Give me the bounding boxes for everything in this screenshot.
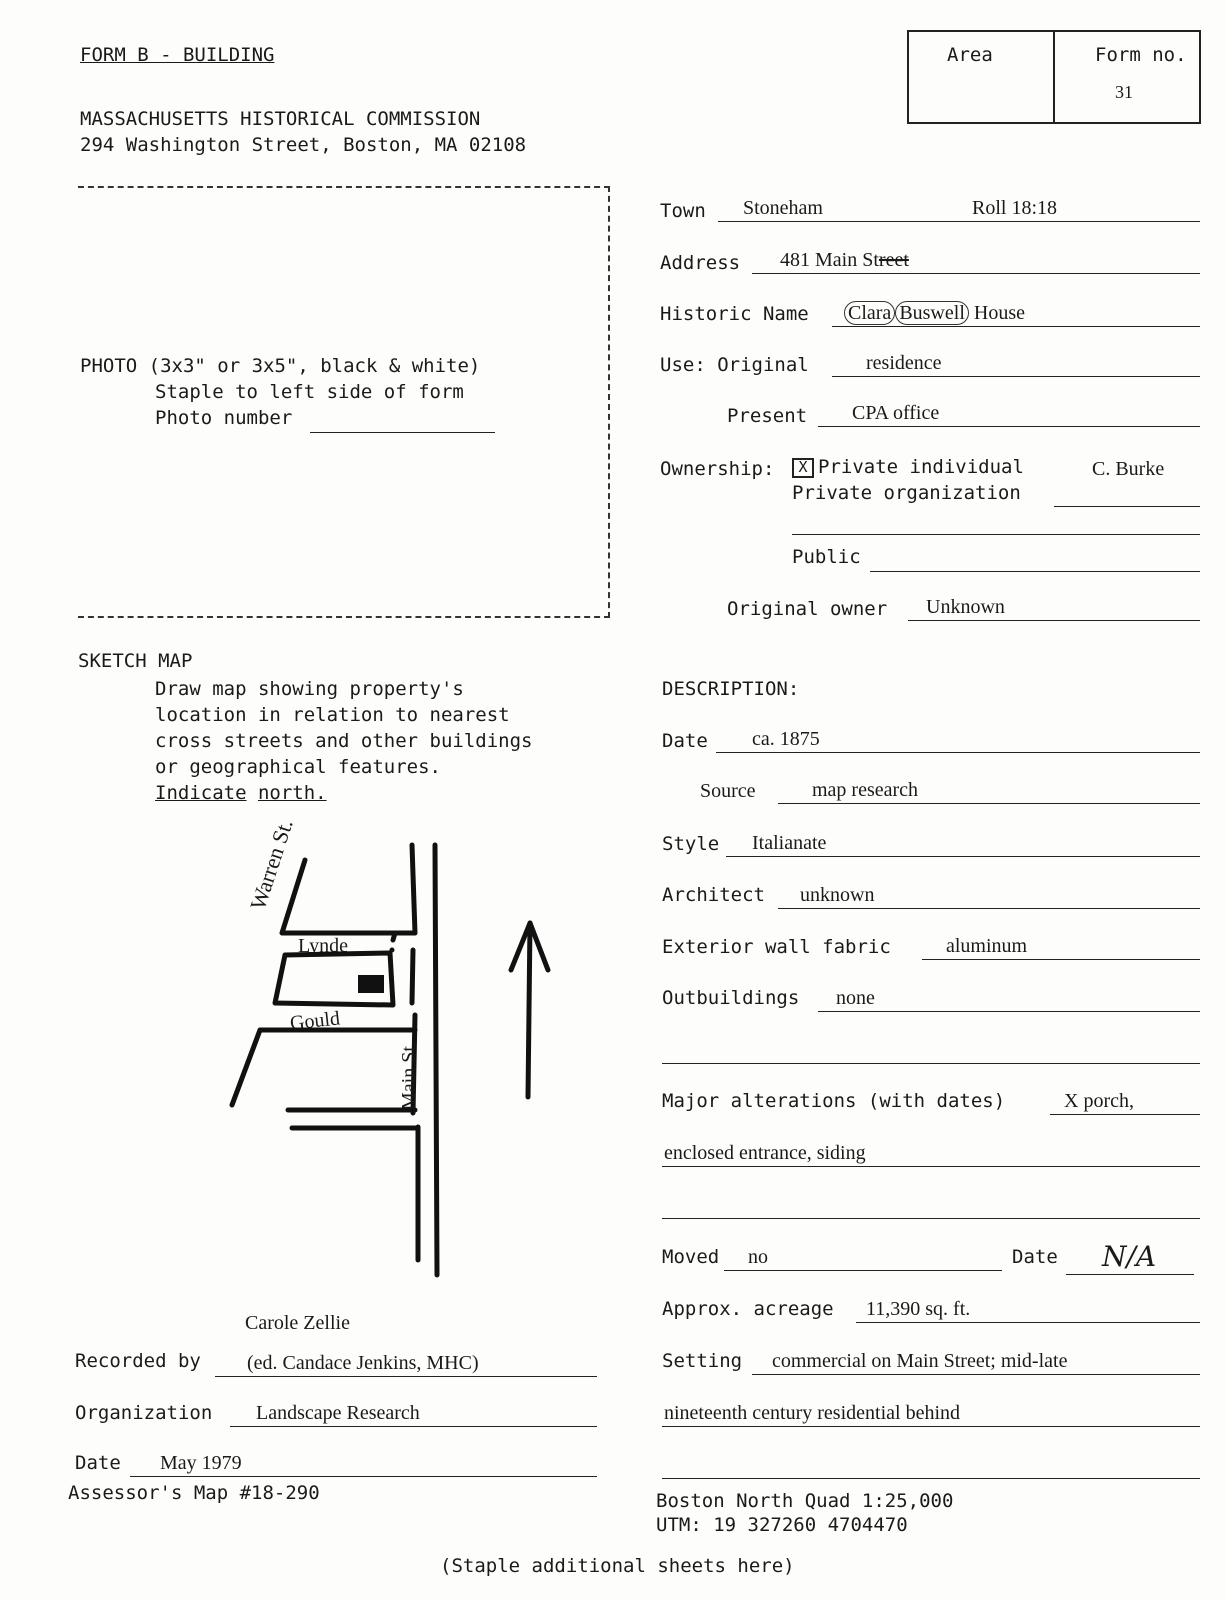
architect-line [778,882,1200,909]
assessor-map: Assessor's Map #18-290 [68,1482,320,1504]
address-struck-text: reet [878,249,909,271]
sketch-indicate-north [155,782,327,804]
property-marker [358,975,384,993]
original-owner-label: Original owner [727,598,888,620]
indicate-word: Indicate [155,782,247,804]
sketch-instruction-2: location in relation to nearest [155,704,510,726]
form-no-label: Form no. [1095,44,1187,66]
organization-label: Organization [75,1402,213,1424]
historic-name-surname: Buswell [895,301,969,325]
architect-value: unknown [800,884,875,906]
description-heading: DESCRIPTION: [662,678,800,700]
desc-date-line [716,726,1200,753]
staple-note: (Staple additional sheets here) [440,1555,795,1577]
style-value: Italianate [752,832,827,854]
outbuildings-extra-line [662,1037,1200,1064]
moved-date-label: Date [1012,1246,1058,1268]
moved-date-line [1066,1240,1194,1275]
address-label: Address [660,252,741,274]
organization-value: Landscape Research [256,1402,420,1424]
recorded-by-name: Carole Zellie [245,1312,350,1334]
setting-line-3 [662,1452,1200,1479]
alterations-value-2: enclosed entrance, siding [664,1142,866,1164]
town-line [718,195,1200,222]
form-no-value: 31 [1115,82,1133,102]
present-use-line [818,400,1200,427]
roll-value: Roll 18:18 [972,197,1058,219]
north-arrow-shaft [528,923,530,1097]
use-original-value: residence [866,352,942,374]
agency-name: MASSACHUSETTS HISTORICAL COMMISSION [80,108,481,130]
sketch-instruction-1: Draw map showing property's [155,678,464,700]
alterations-label: Major alterations (with dates) [662,1090,1006,1112]
ownership-org-label: Private organization [792,482,1021,504]
present-use-label: Present [727,405,808,427]
warren-south-edge [232,1030,260,1105]
address-line [752,247,1200,274]
ownership-private-label: Private individual [818,456,1024,478]
architect-label: Architect [662,884,765,906]
recorded-by-editor: (ed. Candace Jenkins, MHC) [247,1352,479,1374]
alterations-value-1: X porch, [1064,1090,1134,1112]
photo-instruction-2: Staple to left side of form [155,381,464,403]
acreage-value: 11,390 sq. ft. [866,1298,971,1320]
setting-line-1 [752,1348,1200,1375]
sketch-title: SKETCH MAP [78,650,193,672]
setting-value-1: commercial on Main Street; mid-late [772,1350,1068,1372]
historic-name-line [832,298,1200,327]
form-no-cell [1053,32,1199,122]
desc-date-label: Date [662,730,708,752]
recorded-by-label: Recorded by [75,1350,201,1372]
outbuildings-value: none [836,987,875,1009]
style-label: Style [662,833,720,855]
recorded-by-line [215,1350,597,1377]
photo-number-line [310,410,495,433]
ownership-owner-name: C. Burke [1092,458,1165,480]
alterations-line-3 [662,1192,1200,1219]
quad-reference: Boston North Quad 1:25,000 [656,1490,954,1512]
wall-fabric-value: aluminum [946,935,1028,957]
alterations-line-2 [662,1140,1200,1167]
area-form-box [907,30,1201,124]
sketch-instruction-3: cross streets and other buildings [155,730,533,752]
source-value: map research [812,779,919,801]
form-title: FORM B - BUILDING [80,44,275,66]
town-value: Stoneham [743,197,823,219]
ownership-extra-line [792,508,1200,535]
acreage-label: Approx. acreage [662,1298,834,1320]
style-line [726,830,1200,857]
use-original-label: Use: Original [660,354,809,376]
source-label: Source [700,780,756,802]
main-st-line-west-top [393,845,415,940]
outbuildings-line [818,985,1200,1012]
ownership-label: Ownership: [660,458,775,480]
main-st-line-east [435,845,437,1275]
desc-date-value: ca. 1875 [752,728,820,750]
main-st-label: Main St. [398,1041,420,1110]
moved-line [724,1244,1002,1271]
ownership-org-line [1054,480,1200,507]
agency-address: 294 Washington Street, Boston, MA 02108 [80,134,527,156]
gould-label: Gould [288,1007,341,1035]
utm-reference: UTM: 19 327260 4704470 [656,1514,908,1536]
alterations-line-1 [1050,1088,1200,1115]
original-owner-line [908,594,1200,621]
moved-label: Moved [662,1246,720,1268]
historic-name-first: Clara [844,301,895,325]
setting-line-2 [662,1400,1200,1427]
sketch-instruction-4: or geographical features. [155,756,441,778]
original-owner-value: Unknown [926,596,1005,618]
address-main: 481 Main St [780,249,879,271]
town-label: Town [660,200,706,222]
record-date-value: May 1979 [160,1452,242,1474]
main-st-line-west-mid [412,950,413,1003]
record-date-label: Date [75,1452,121,1474]
historic-name-label: Historic Name [660,303,809,325]
historic-name-house: House [973,302,1025,324]
wall-fabric-label: Exterior wall fabric [662,936,891,958]
ownership-private-individual [792,456,1024,478]
photo-number-label: Photo number [155,407,293,429]
photo-instruction-1: PHOTO (3x3" or 3x5", black & white) [80,355,481,377]
area-cell [909,32,1053,122]
record-date-line [130,1450,597,1477]
north-word: north. [257,782,327,804]
block-north [282,860,412,933]
organization-line [230,1400,597,1427]
historic-name-value [844,302,1025,325]
setting-label: Setting [662,1350,743,1372]
ownership-checkbox: X [792,458,814,478]
present-use-value: CPA office [852,402,940,424]
outbuildings-label: Outbuildings [662,987,800,1009]
moved-date-value: N/A [1102,1240,1157,1273]
moved-value: no [748,1246,768,1268]
wall-fabric-line [922,933,1200,960]
use-original-line [832,350,1200,377]
acreage-line [856,1296,1200,1323]
ownership-public-label: Public [792,546,861,568]
ownership-public-line [870,545,1200,572]
warren-st-label: Warren St. [245,816,298,913]
area-label: Area [947,44,993,66]
source-line [778,777,1200,804]
lynde-label: Lynde [298,935,348,957]
address-value [780,249,909,272]
setting-value-2: nineteenth century residential behind [664,1402,961,1424]
